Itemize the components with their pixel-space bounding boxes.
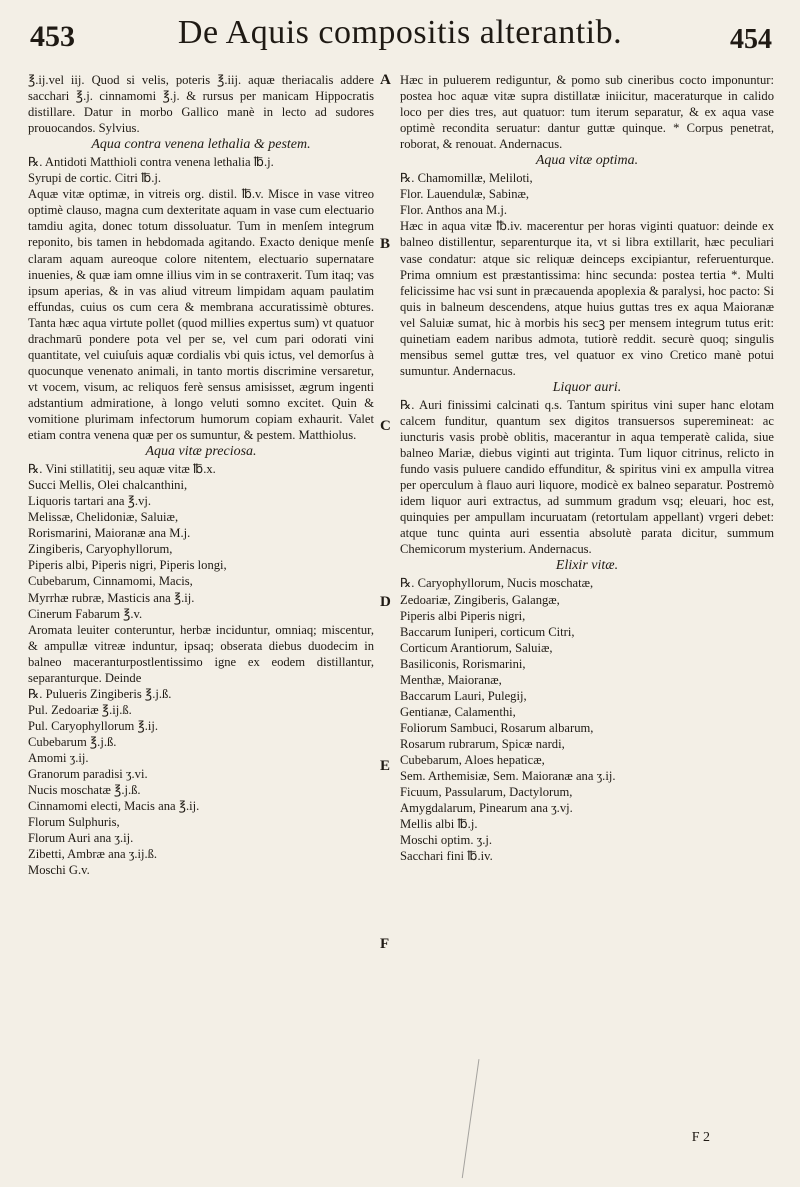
left-column <box>28 72 374 878</box>
recipe-line: Foliorum Sambuci, Rosarum albarum, <box>400 720 594 735</box>
recipe-line: Myrrhæ rubræ, Masticis ana ℥.ij. <box>28 590 195 605</box>
recipe-line: ℞. Vini stillatitij, seu aquæ vitæ ℔.x. <box>28 462 216 477</box>
recipe-line: Baccarum Iuniperi, corticum Citri, <box>400 624 575 639</box>
recipe-line: ℞. Antidoti Matthioli contra venena lethalia ℔.j. <box>28 155 274 170</box>
recipe-line: Gentianæ, Calamenthi, <box>400 704 516 719</box>
recipe-line: Succi Mellis, Olei chalcanthini, <box>28 478 188 493</box>
recipe-line: Sacchari fini ℔.iv. <box>400 849 493 864</box>
recipe-line: Cinnamomi electi, Macis ana ℥.ij. <box>28 799 200 814</box>
paragraph: Aquæ vitæ optimæ, in vitreis org. distil. ℔.v. Misce in vase vitreo optimè clauso, magna cum dexteritate aquam in vase cum electuario tamdiu agita, donec totum dissoluatur. Tum in menſem integrum reponito, bis tamen in hebdomada agitando. Exacto denique menſe claram aquam aureoque colore nitentem, electuario supernatare inuenies, & quæ iam omne illius vim in se contraxerit. Tum itaq; vas ipsum aperias, & in vas aliud vitreum limpidam aquam paulatim effundas, cuius os cum cera & membrana accuratissimè obtures. Tanta hæc aqua virtute pollet (quod millies expertus sum) vt quatuor drachmarū pondere pota vel per se, vel cum pari odorati vini quantitate, vel cuiuſuis aquæ cordialis vbi quis ictus, vel demorſus à quocunque venenato animali, in tanto mortis discrimine versaretur, vt vocem, visum, ac reliquos ferè sensus amisisset, ægrum ingenti adstantium admiratione, à longo veluti somno excitet. Quin & vomitione plurimam infectorum humorum copiam exhaurit. Valet etiam contra venena quæ per os sumuntur, & pestem. Matthiolus. <box>28 187 374 443</box>
recipe-line: Granorum paradisi ʒ.vi. <box>28 767 148 782</box>
recipe-line: Cinerum Fabarum ℥.v. <box>28 606 143 621</box>
section-heading: Elixir vitæ. <box>555 558 619 574</box>
recipe-line: Cubebarum ℥.j.ß. <box>28 734 117 749</box>
recipe-line: ℞. Caryophyllorum, Nucis moschatæ, <box>400 576 594 591</box>
running-header <box>28 6 772 68</box>
recipe-line: Flor. Lauendulæ, Sabinæ, <box>400 187 530 202</box>
recipe-line: Liquoris tartari ana ℥.vj. <box>28 494 152 509</box>
signature-mark: F 2 <box>691 1130 710 1145</box>
recipe-line: Amygdalarum, Pinearum ana ʒ.vj. <box>400 801 573 816</box>
recipe-line: Corticum Arantiorum, Saluiæ, <box>400 640 553 655</box>
recipe-line: Ficuum, Passularum, Dactylorum, <box>400 785 573 800</box>
ink-scribble <box>462 1059 499 1181</box>
recipe-line: Cubebarum, Cinnamomi, Macis, <box>28 574 193 589</box>
page-number-right: 454 <box>730 24 772 55</box>
margin-letter-d: D <box>380 594 391 610</box>
recipe-line: Rorismarini, Maioranæ ana M.j. <box>28 526 191 541</box>
recipe-line: ℞. Pulueris Zingiberis ℥.j.ß. <box>28 686 172 701</box>
recipe-line: Zingiberis, Caryophyllorum, <box>28 542 173 557</box>
recipe-line: Zedoariæ, Zingiberis, Galangæ, <box>400 592 560 607</box>
section-heading: Aqua vitæ optima. <box>535 153 639 169</box>
recipe-line: Nucis moschatæ ℥.j.ß. <box>28 783 141 798</box>
recipe-line: Syrupi de cortic. Citri ℔.j. <box>28 171 162 186</box>
recipe-line: Amomi ʒ.ij. <box>28 750 89 765</box>
recipe-line: Pul. Zedoariæ ℥.ij.ß. <box>28 702 132 717</box>
recipe-line: Baccarum Lauri, Pulegij, <box>400 688 527 703</box>
section-heading: Liquor auri. <box>552 379 622 395</box>
margin-letter-a: A <box>380 72 391 88</box>
recipe-line: Piperis albi, Piperis nigri, Piperis longi, <box>28 558 227 573</box>
paragraph: ℞. Auri finissimi calcinati q.s. Tantum spiritus vini super hanc elotam calcem funditur, quantum sex digitos transuersos superemineat: ac iuncturis vasis probè oblitis, macerantur in aqua temperatè calida, siue balneo Mariæ, diebus viginti aut triginta. Tum liquor citrinus, relicto in fundo vasis puluere candido effunditur, & spiritus vini ex ampulla vitrea per operculum à flauo auri liquore, modicè ex balneo separatur. Postremò idem liquor auri extractus, ad summum gradum vsq; eleuari, hoc est, quinquies per ampullam incuruatam (retortulam appellant) vrgeri debet: atque tunc quinta auri essentia absolutè parata dicitur, summum Chemicorum mysterium. Andernacus. <box>400 397 774 557</box>
section-heading: Aqua vitæ preciosa. <box>145 444 257 460</box>
recipe-line: ℞. Chamomillæ, Meliloti, <box>400 171 533 186</box>
page-number-left: 453 <box>30 20 75 53</box>
recipe-line: Piperis albi Piperis nigri, <box>400 608 526 623</box>
paragraph: Hæc in aqua vitæ ℔.iv. macerentur per horas viginti quatuor: deinde ex balneo distillentur, separenturque ita, vt si libra extillarit, hæc peculiari vase condatur: atque sic reliquæ deinceps excipiantur, referuenturque. Prima omnium est præstantissima: hinc secunda: postea tertia *. Multi felicissime hac vsi sunt in præcauenda apoplexia & paralysi, hoc pacto: Si quis in balneum descendens, atque huius guttas tres ex aqua Maioranæ vel Saluiæ sumat, hic à morbis his secꝫ per mensem integrum tutus erit: quinetiam eadem naribus admota, tutiorè reddit. securè quoq; singulis mensibus semel guttæ tres, vel quatuor ex vino Cretico manè potui sumuntur. Andernacus. <box>400 219 774 378</box>
margin-letter-f: F <box>380 936 390 952</box>
recipe-line: Menthæ, Maioranæ, <box>400 672 502 687</box>
margin-letter-c: C <box>380 418 391 434</box>
recipe-line: Florum Sulphuris, <box>28 815 120 830</box>
recipe-line: Florum Auri ana ʒ.ij. <box>28 831 134 846</box>
recipe-line: Flor. Anthos ana M.j. <box>400 203 508 218</box>
margin-letter-b: B <box>380 236 391 252</box>
margin-letter-e: E <box>380 758 391 774</box>
recipe-line: Rosarum rubrarum, Spicæ nardi, <box>400 736 565 751</box>
recipe-line: Basiliconis, Rorismarini, <box>400 656 526 671</box>
recipe-line: Pul. Caryophyllorum ℥.ij. <box>28 718 159 733</box>
paragraph: Hæc in puluerem rediguntur, & pomo sub cineribus cocto imponuntur: postea hoc aquæ vitæ supra distillatæ iniicitur, maceraturque in calido loco per dies tres, aut quatuor: tum iterum separatur, & ex aqua vase optimè recondita seruatur: dantur guttæ quinque. * Corpus penetrat, roborat, & renouat. Andernacus. <box>400 73 774 152</box>
recipe-line: Zibetti, Ambræ ana ʒ.ij.ß. <box>28 847 158 862</box>
recipe-line: Sem. Arthemisiæ, Sem. Maioranæ ana ʒ.ij. <box>400 769 616 784</box>
running-title: De Aquis compositis alterantib. <box>177 14 623 51</box>
recipe-line: Moschi G.v. <box>28 863 90 878</box>
recipe-line: Mellis albi ℔.j. <box>400 817 478 832</box>
paragraph: ℥.ij.vel iij. Quod si velis, poteris ℥.iij. aquæ theriacalis addere sacchari ℥.j. cinnamomi ℥.j. & rursus per manicam Hippocratis distillare. Datur in morbo Gallico manè in lecto ad sudores prouocandos. Sylvius. <box>28 73 374 136</box>
section-heading: Aqua contra venena lethalia & pestem. <box>91 137 311 153</box>
recipe-line: Cubebarum, Aloes hepaticæ, <box>400 752 545 767</box>
right-column <box>400 72 774 864</box>
recipe-line: Melissæ, Chelidoniæ, Saluiæ, <box>28 510 179 525</box>
recipe-line: Moschi optim. ʒ.j. <box>400 833 492 848</box>
paragraph: Aromata leuiter conteruntur, herbæ inciduntur, omniaq; miscentur, & ampullæ vitreæ induntur, ipsaq; obserata diebus duodecim in balneo maceranturpostlentissimo igne ex eodem distillantur, separanturque. Deinde <box>28 622 374 685</box>
